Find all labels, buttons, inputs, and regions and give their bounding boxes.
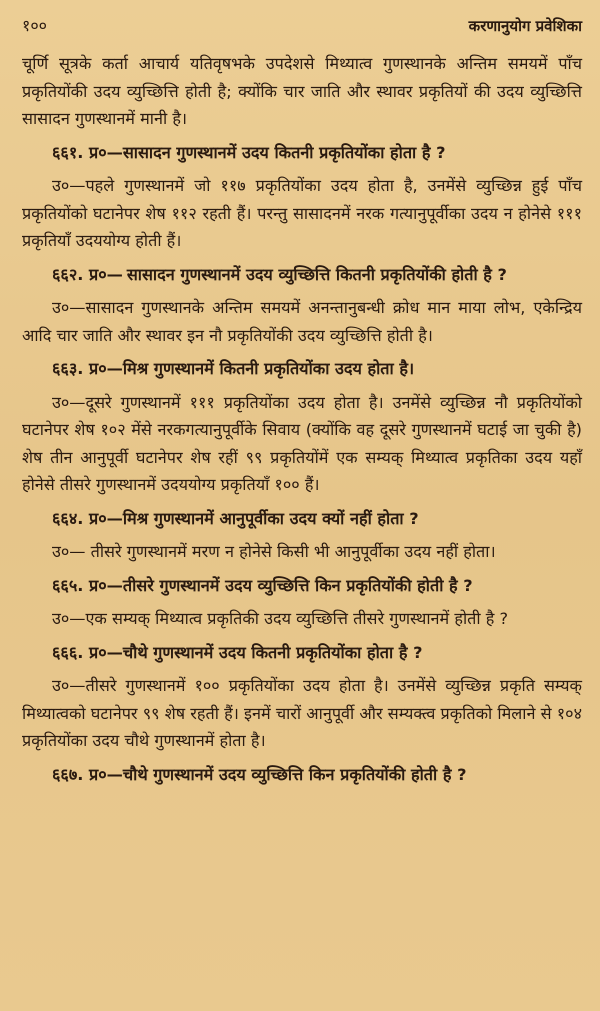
question (22, 139, 582, 167)
question (22, 639, 582, 667)
qa-item-662 (22, 261, 582, 350)
page-number: १०० (22, 16, 47, 35)
qa-item-666 (22, 639, 582, 755)
question (22, 355, 582, 383)
qa-item-664 (22, 505, 582, 566)
question-number: ६६५. प्र०— (52, 575, 123, 595)
answer-text: उ०—दूसरे गुणस्थानमें १११ प्रकृतियोंका उदय होता है। उनमेंसे व्युच्छिन्न नौ प्रकृतियोंको घटानेपर शेष १०२ मेंसे नरकगत्यानुपूर्वीके सिवाय (क्योंकि वह दूसरे गुणस्थानमें घटाई जा चुकी है) शेष तीन आनुपूर्वी घटानेपर शेष रहीं ९९ प्रकृतियोंमें एक सम्यक् मिथ्यात्व प्रकृतिका उदय यहाँ होनेसे तीसरे गुणस्थानमें उदययोग्य प्रकृतियाँ १०० हैं। (22, 392, 582, 494)
qa-item-665 (22, 572, 582, 633)
question-text: तीसरे गुणस्थानमें उदय व्युच्छित्ति किन प्रकृतियोंकी होती है ? (122, 575, 473, 595)
qa-item-663 (22, 355, 582, 499)
question-number: ६६२. प्र०— (52, 264, 123, 284)
question-text: मिश्र गुणस्थानमें आनुपूर्वीका उदय क्यों नहीं होता ? (122, 508, 419, 528)
question-number: ६६६. प्र०— (52, 642, 123, 662)
question-text: चौथे गुणस्थानमें उदय कितनी प्रकृतियोंका होता है ? (122, 642, 423, 662)
question (22, 261, 582, 289)
qa-item-661 (22, 139, 582, 255)
running-title: करणानुयोग प्रवेशिका (468, 17, 582, 35)
page-header (22, 14, 582, 36)
answer-text: उ०—सासादन गुणस्थानके अन्तिम समयमें अनन्तानुबन्धी क्रोध मान माया लोभ, एकेन्द्रिय आदि चार जाति और स्थावर इन नौ प्रकृतियोंकी उदय व्युच्छित्ति होती है। (22, 298, 582, 345)
question-text: सासादन गुणस्थानमें उदय व्युच्छित्ति कितनी प्रकृतियोंकी होती है ? (126, 264, 507, 284)
question-number: ६६७. प्र०— (52, 764, 123, 784)
question-text: चौथे गुणस्थानमें उदय व्युच्छित्ति किन प्रकृतियोंकी होती है ? (122, 764, 467, 784)
question (22, 761, 582, 789)
answer-text: उ०—पहले गुणस्थानमें जो ११७ प्रकृतियोंका उदय होता है, उनमेंसे व्युच्छिन्न हुई पाँच प्रकृतियोंको घटानेपर शेष ११२ रहती हैं। परन्तु सासादनमें नरक गत्यानुपूर्वीका उदय न होनेसे १११ प्रकृतियाँ उदययोग्य होती हैं। (22, 176, 582, 250)
intro-paragraph: चूर्णि सूत्रके कर्ता आचार्य यतिवृषभके उपदेशसे मिथ्यात्व गुणस्थानके अन्तिम समयमें पाँच प्रकृतियोंकी उदय व्युच्छित्ति होती है; क्योंकि चार जाति और स्थावर प्रकृतियों की उदय व्युच्छित्ति सासादन गुणस्थानमें मानी है। (22, 54, 582, 128)
answer-text: उ०—एक सम्यक् मिथ्यात्व प्रकृतिकी उदय व्युच्छित्ति तीसरे गुणस्थानमें होती है ? (52, 609, 509, 628)
question-number: ६६१. प्र०— (52, 142, 123, 162)
question-number: ६६४. प्र०— (52, 508, 123, 528)
question (22, 572, 582, 600)
page-body (22, 50, 582, 788)
question-text: मिश्र गुणस्थानमें कितनी प्रकृतियोंका उदय होता है। (122, 359, 415, 378)
answer-text: उ०—तीसरे गुणस्थानमें १०० प्रकृतियोंका उदय होता है। उनमेंसे व्युच्छिन्न प्रकृति सम्यक् मिथ्यात्वको घटानेपर ९९ शेष रहती हैं। इनमें चारों आनुपूर्वी और सम्यक्त्व प्रकृतिको मिलाने से १०४ प्रकृतियोंका उदय चौथे गुणस्थानमें होता है। (22, 676, 582, 750)
answer-text: उ०— तीसरे गुणस्थानमें मरण न होनेसे किसी भी आनुपूर्वीका उदय नहीं होता। (52, 542, 496, 561)
question (22, 505, 582, 533)
question-text: सासादन गुणस्थानमें उदय कितनी प्रकृतियोंका होता है ? (122, 142, 446, 162)
question-number: ६६३. प्र०— (52, 359, 123, 378)
qa-item-667 (22, 761, 582, 789)
